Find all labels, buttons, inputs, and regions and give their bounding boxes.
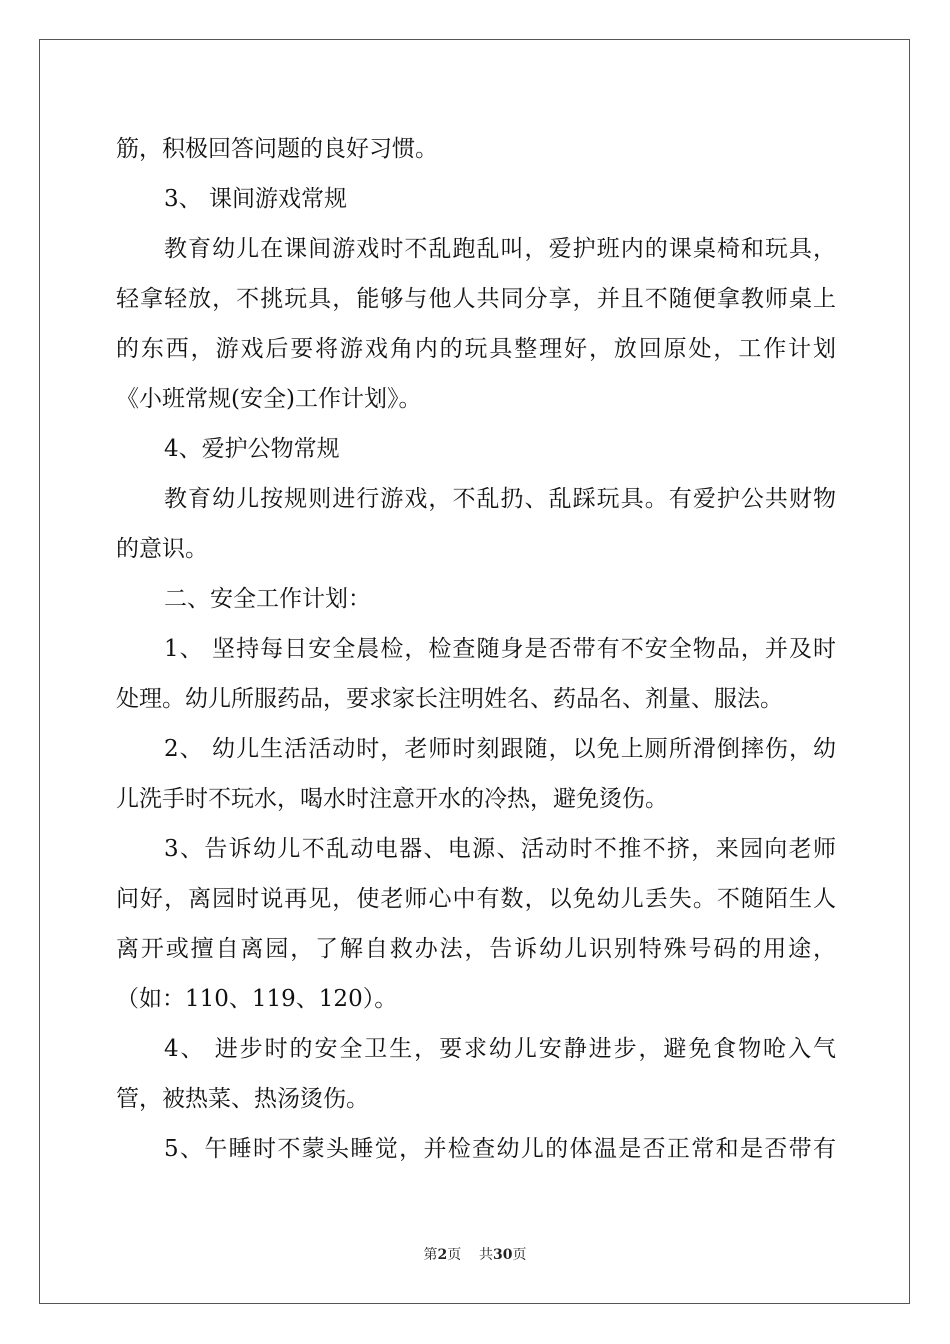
text-line: 3、告诉幼儿不乱动电器、电源、活动时不推不挤，来园向老师: [164, 836, 836, 862]
text-line: 4、爱护公物常规: [164, 436, 340, 462]
text-line: 管，被热菜、热汤烫伤。: [116, 1086, 369, 1112]
text-line: 3、 课间游戏常规: [164, 186, 347, 212]
footer-page-number: 2: [437, 1247, 448, 1263]
document-body: [116, 124, 836, 1174]
footer-total-suffix: 页: [512, 1247, 527, 1263]
text-line: 的意识。: [116, 536, 208, 562]
text-line: 的东西，游戏后要将游戏角内的玩具整理好，放回原处，工作计划: [116, 336, 836, 362]
text-line: 5、午睡时不蒙头睡觉，并检查幼儿的体温是否正常和是否带有: [164, 1136, 836, 1162]
footer-total-prefix: 共: [479, 1247, 494, 1263]
text-line: （如：110、119、120）。: [116, 986, 398, 1012]
text-line: 1、 坚持每日安全晨检，检查随身是否带有不安全物品，并及时: [164, 636, 836, 662]
page-footer: [0, 1244, 950, 1264]
footer-page-suffix: 页: [447, 1247, 462, 1263]
text-line: 教育幼儿按规则进行游戏，不乱扔、乱踩玩具。有爱护公共财物: [164, 486, 836, 512]
text-line: 教育幼儿在课间游戏时不乱跑乱叫，爱护班内的课桌椅和玩具，: [164, 236, 836, 262]
text-line: 儿洗手时不玩水，喝水时注意开水的冷热，避免烫伤。: [116, 786, 668, 812]
footer-total-pages: 30: [493, 1247, 513, 1263]
footer-page-prefix: 第: [423, 1247, 438, 1263]
text-line: 离开或擅自离园，了解自救办法，告诉幼儿识别特殊号码的用途，: [116, 936, 836, 962]
text-line: 处理。幼儿所服药品，要求家长注明姓名、药品名、剂量、服法。: [116, 686, 783, 712]
text-line: 4、 进步时的安全卫生，要求幼儿安静进步，避免食物呛入气: [164, 1036, 836, 1062]
text-line: 问好，离园时说再见，使老师心中有数，以免幼儿丢失。不随陌生人: [116, 886, 836, 912]
text-line: 2、 幼儿生活活动时，老师时刻跟随，以免上厕所滑倒摔伤，幼: [164, 736, 836, 762]
text-line: 筋，积极回答问题的良好习惯。: [116, 136, 438, 162]
text-line: 《小班常规(安全)工作计划》。: [116, 386, 422, 412]
text-line: 轻拿轻放，不挑玩具，能够与他人共同分享，并且不随便拿教师桌上: [116, 286, 836, 312]
text-line: 二、安全工作计划：: [164, 586, 371, 612]
